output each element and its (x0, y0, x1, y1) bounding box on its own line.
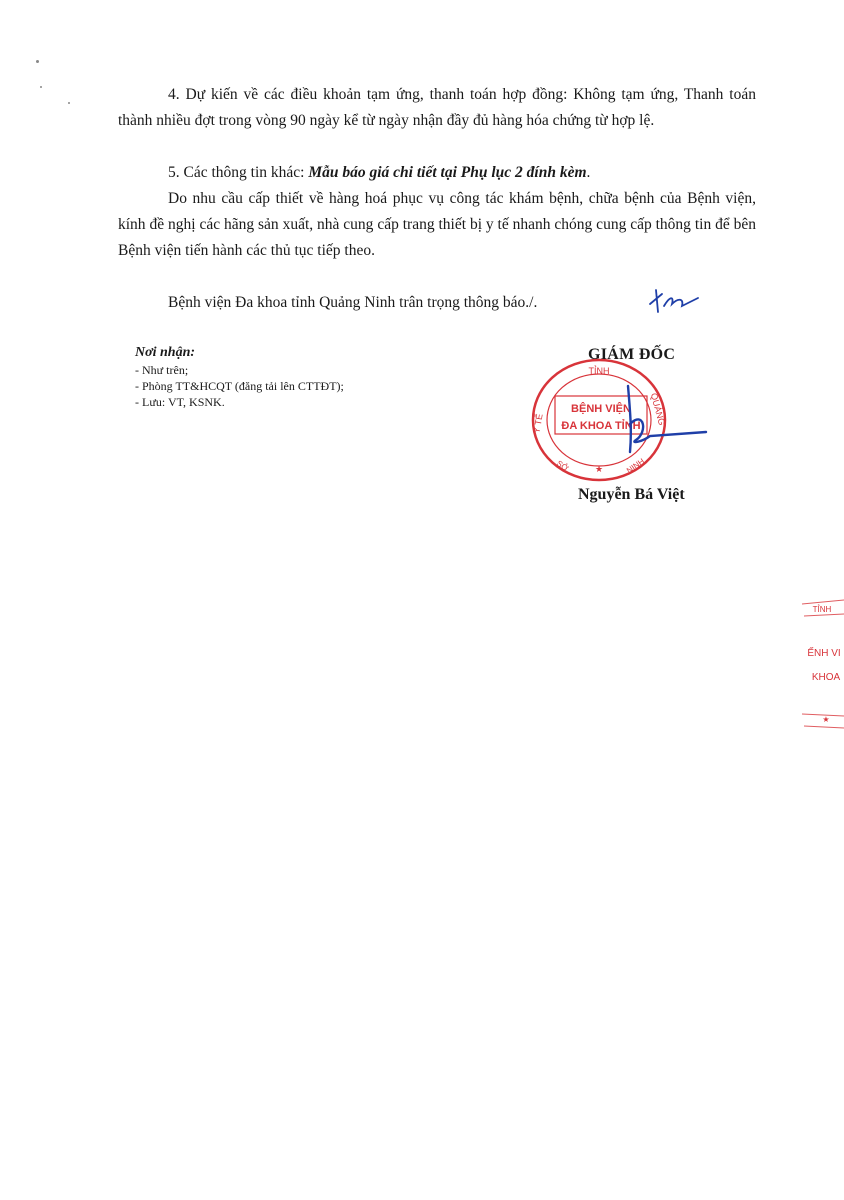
recipients-title: Nơi nhận: (135, 345, 196, 360)
edge-seal-star-icon: ★ (822, 715, 830, 724)
scan-speck (68, 102, 70, 104)
stamp-star-icon: ★ (594, 464, 604, 474)
stamp-ring-left: Y TẾ (531, 412, 545, 435)
signer-title: GIÁM ĐỐC (588, 346, 676, 363)
recipients-block (135, 344, 455, 410)
stamp-line-1: BỆNH VIỆN (571, 403, 631, 415)
recipient-item: - Phòng TT&HCQT (đăng tải lên CTTĐT); (135, 379, 344, 393)
scan-speck (40, 86, 42, 88)
signer-name: Nguyễn Bá Việt (578, 486, 685, 503)
stamp-ring-right: QUẢNG (648, 391, 667, 427)
edge-seal-line-2: ẾNH VI (807, 648, 841, 659)
closing-line: Bệnh viện Đa khoa tỉnh Quảng Ninh trân trọng thông báo./. (168, 294, 538, 311)
edge-seal-line-3: KHOA (811, 672, 841, 683)
stamp-ring-bottom-left: SỞ (554, 458, 571, 474)
edge-seal-fragment (796, 596, 844, 736)
clause-5-prefix: 5. Các thông tin khác: (168, 164, 309, 181)
request-paragraph: Do nhu cầu cấp thiết về hàng hoá phục vụ công tác khám bệnh, chữa bệnh của Bệnh viện, kính đề nghị các hãng sản xuất, nhà cung cấp trang thiết bị y tế nhanh chóng cung cấp thông tin để bên Bệnh viện tiến hành các thủ tục tiếp theo. (118, 190, 756, 259)
clause-4: 4. Dự kiến về các điều khoản tạm ứng, thanh toán hợp đồng: Không tạm ứng, Thanh toán thành nhiều đợt trong vòng 90 ngày kể từ ngày nhận đầy đủ hàng hóa chứng từ hợp lệ. (118, 86, 756, 129)
initial-signature (644, 286, 700, 316)
clause-5 (118, 160, 756, 186)
director-signature (600, 380, 710, 460)
stamp-ring-bottom-right: NINH (624, 456, 647, 476)
recipient-item: - Như trên; (135, 363, 189, 377)
stamp-line-2: ĐA KHOA TỈNH (561, 420, 641, 432)
stamp-ring-top: TỈNH (588, 366, 610, 376)
recipient-item: - Lưu: VT, KSNK. (135, 395, 225, 409)
scan-speck (36, 60, 39, 63)
clause-5-emphasis: Mẫu báo giá chi tiết tại Phụ lục 2 đính kèm (308, 164, 587, 181)
edge-seal-line-1: TỈNH (812, 605, 832, 614)
clause-5-suffix: . (586, 164, 591, 181)
